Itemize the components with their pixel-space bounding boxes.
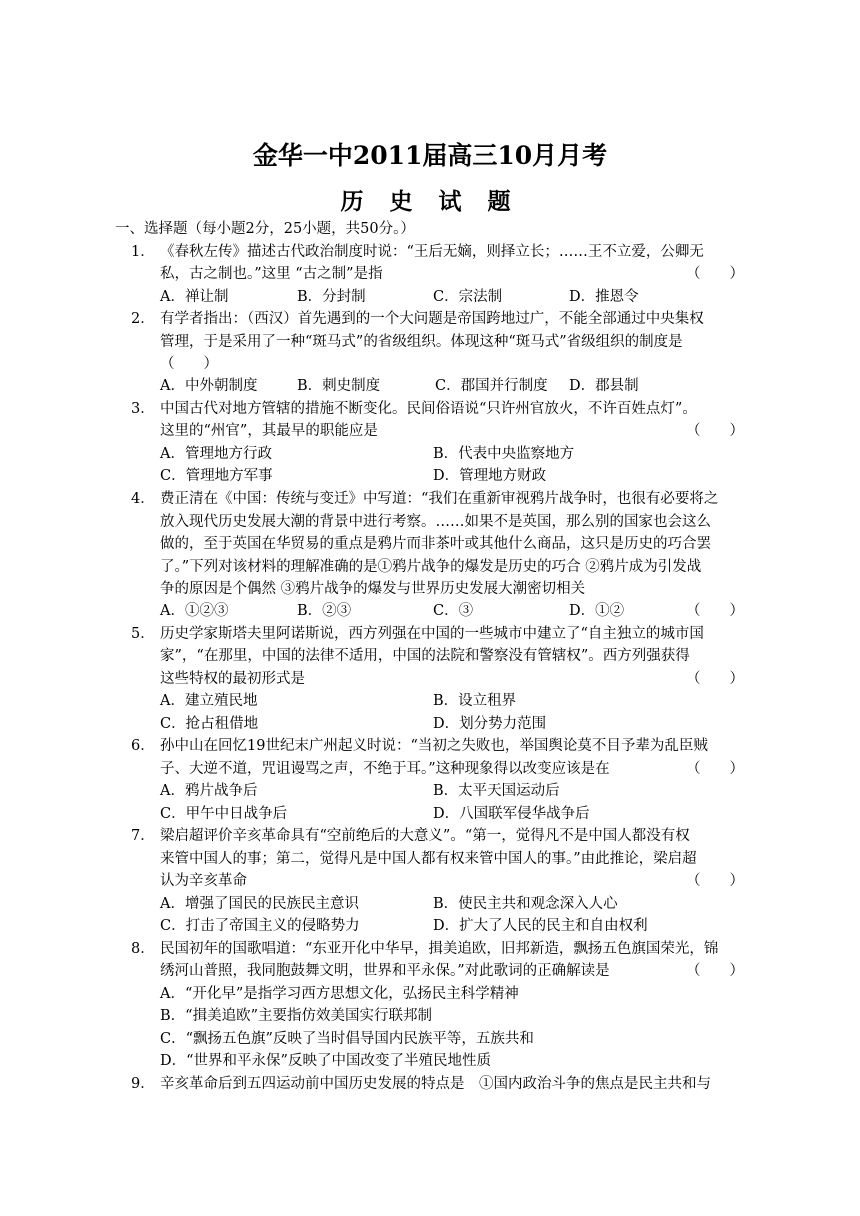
question-number: 7． bbox=[131, 828, 155, 844]
option: A．中外朝制度 bbox=[160, 378, 258, 394]
question-text: 来管中国人的事；第二，觉得凡是中国人都有权来管中国人的事。”由此推论，梁启超 bbox=[160, 851, 697, 867]
option: B．代表中央监察地方 bbox=[433, 446, 575, 462]
option: A．禅让制 bbox=[160, 289, 229, 305]
question-number: 4． bbox=[131, 491, 155, 507]
option: B．刺史制度 bbox=[297, 378, 381, 394]
question-number: 1． bbox=[131, 244, 155, 260]
page-subtitle: 历 史 试 题 bbox=[340, 188, 520, 215]
option: D．扩大了人民的民主和自由权利 bbox=[433, 918, 648, 934]
option: C．管理地方军事 bbox=[160, 468, 273, 484]
answer-paren: （ ） bbox=[686, 963, 744, 979]
question-text: 这里的“州官”，其最早的职能应是 bbox=[160, 423, 378, 439]
option: B．太平天国运动后 bbox=[433, 783, 560, 799]
answer-paren: （ ） bbox=[686, 671, 744, 687]
answer-paren: （ ） bbox=[686, 266, 744, 282]
question-text: 管理，于是采用了一种“斑马式”的省级组织。体现这种“斑马式”省级组织的制度是 bbox=[160, 334, 683, 350]
question-text: 孙中山在回忆19世纪末广州起义时说：“当初之失败也，举国舆论莫不目予辈为乱臣贼 bbox=[160, 738, 708, 754]
option: B．分封制 bbox=[297, 289, 366, 305]
option: D．八国联军侵华战争后 bbox=[433, 806, 590, 822]
question-text: 民国初年的国歌唱道：“东亚开化中华早，揖美追欧，旧邦新造，飘扬五色旗国荣光，锦 bbox=[160, 941, 719, 957]
answer-paren: （ ） bbox=[686, 423, 744, 439]
question-number: 6． bbox=[131, 738, 155, 754]
option: D．郡县制 bbox=[569, 378, 639, 394]
question-text: 辛亥革命后到五四运动前中国历史发展的特点是 ①国内政治斗争的焦点是民主共和与 bbox=[160, 1076, 711, 1092]
section-heading: 一、选择题（每小题2分，25小题，共50分。） bbox=[115, 221, 415, 237]
question-text: 子、大逆不道，咒诅谩骂之声，不绝于耳。”这种现象得以改变应该是在 bbox=[160, 761, 610, 777]
answer-paren: （ ） bbox=[686, 761, 744, 777]
option: C．甲午中日战争后 bbox=[160, 806, 288, 822]
question-text: 争的原因是个偶然 ③鸦片战争的爆发与世界历史发展大潮密切相关 bbox=[160, 581, 586, 597]
page-title: 金华一中2011届高三10月月考 bbox=[252, 141, 608, 170]
question-text: 认为辛亥革命 bbox=[160, 873, 247, 889]
option: D．推恩令 bbox=[569, 289, 639, 305]
question-text: 做的，至于英国在华贸易的重点是鸦片而非茶叶或其他什么商品，这只是历史的巧合罢 bbox=[160, 536, 711, 552]
option: B．使民主共和观念深入人心 bbox=[433, 896, 618, 912]
option: A．管理地方行政 bbox=[160, 446, 272, 462]
question-text: 梁启超评价辛亥革命具有“空前绝后的大意义”。“第一，觉得凡不是中国人都没有权 bbox=[160, 828, 690, 844]
option: C．宗法制 bbox=[433, 289, 503, 305]
question-text: 历史学家斯塔夫里阿诺斯说，西方列强在中国的一些城市中建立了“自主独立的城市国 bbox=[160, 626, 704, 642]
option: D．“世界和平永保”反映了中国改变了半殖民地性质 bbox=[160, 1053, 491, 1069]
option: D．①② bbox=[569, 603, 625, 619]
option: C．“飘扬五色旗”反映了当时倡导国内民族平等，五族共和 bbox=[160, 1031, 534, 1047]
question-text: 中国古代对地方管辖的措施不断变化。民间俗语说“只许州官放火，不许百姓点灯”。 bbox=[160, 401, 697, 417]
question-number: 5． bbox=[131, 626, 155, 642]
option: B．设立租界 bbox=[433, 693, 517, 709]
question-number: 9． bbox=[131, 1076, 155, 1092]
answer-paren: （ ） bbox=[686, 873, 744, 889]
question-text: 家”，“在那里，中国的法律不适用，中国的法院和警察没有管辖权”。西方列强获得 bbox=[160, 648, 690, 664]
answer-paren: （ ） bbox=[686, 603, 744, 619]
option: D．管理地方财政 bbox=[433, 468, 547, 484]
question-text: 了。”下列对该材料的理解准确的是①鸦片战争的爆发是历史的巧合 ②鸦片成为引发战 bbox=[160, 559, 702, 575]
question-text: 私，古之制也。”这里 “古之制”是指 bbox=[160, 266, 383, 282]
option: D．划分势力范围 bbox=[433, 716, 547, 732]
option: C．抢占租借地 bbox=[160, 716, 259, 732]
question-text: 费正清在《中国：传统与变迁》中写道：“我们在重新审视鸦片战争时，也很有必要将之 bbox=[160, 491, 719, 507]
option: C．郡国并行制度 bbox=[435, 378, 548, 394]
option: C．③ bbox=[433, 603, 474, 619]
question-text: 有学者指出：（西汉）首先遇到的一个大问题是帝国跨地过广，不能全部通过中央集权 bbox=[160, 311, 704, 327]
option: B．“揖美追欧”主要指仿效美国实行联邦制 bbox=[160, 1008, 432, 1024]
question-number: 8． bbox=[131, 941, 155, 957]
option: B．②③ bbox=[297, 603, 352, 619]
question-text: 《春秋左传》描述古代政治制度时说：“王后无嫡，则择立长；……王不立爱，公卿无 bbox=[160, 244, 704, 260]
option: A．增强了国民的民族民主意识 bbox=[160, 896, 359, 912]
answer-paren: （ ） bbox=[160, 356, 218, 372]
question-text: 放入现代历史发展大潮的背景中进行考察。……如果不是英国，那么别的国家也会这么 bbox=[160, 514, 711, 530]
option: A．建立殖民地 bbox=[160, 693, 258, 709]
question-number: 2． bbox=[131, 311, 155, 327]
question-text: 绣河山普照，我同胞鼓舞文明，世界和平永保。”对此歌词的正确解读是 bbox=[160, 963, 610, 979]
question-text: 这些特权的最初形式是 bbox=[160, 671, 305, 687]
option: A．①②③ bbox=[160, 603, 229, 619]
option: A．鸦片战争后 bbox=[160, 783, 258, 799]
option: A．“开化早”是指学习西方思想文化，弘扬民主科学精神 bbox=[160, 986, 519, 1002]
question-number: 3． bbox=[131, 401, 155, 417]
option: C．打击了帝国主义的侵略势力 bbox=[160, 918, 360, 934]
